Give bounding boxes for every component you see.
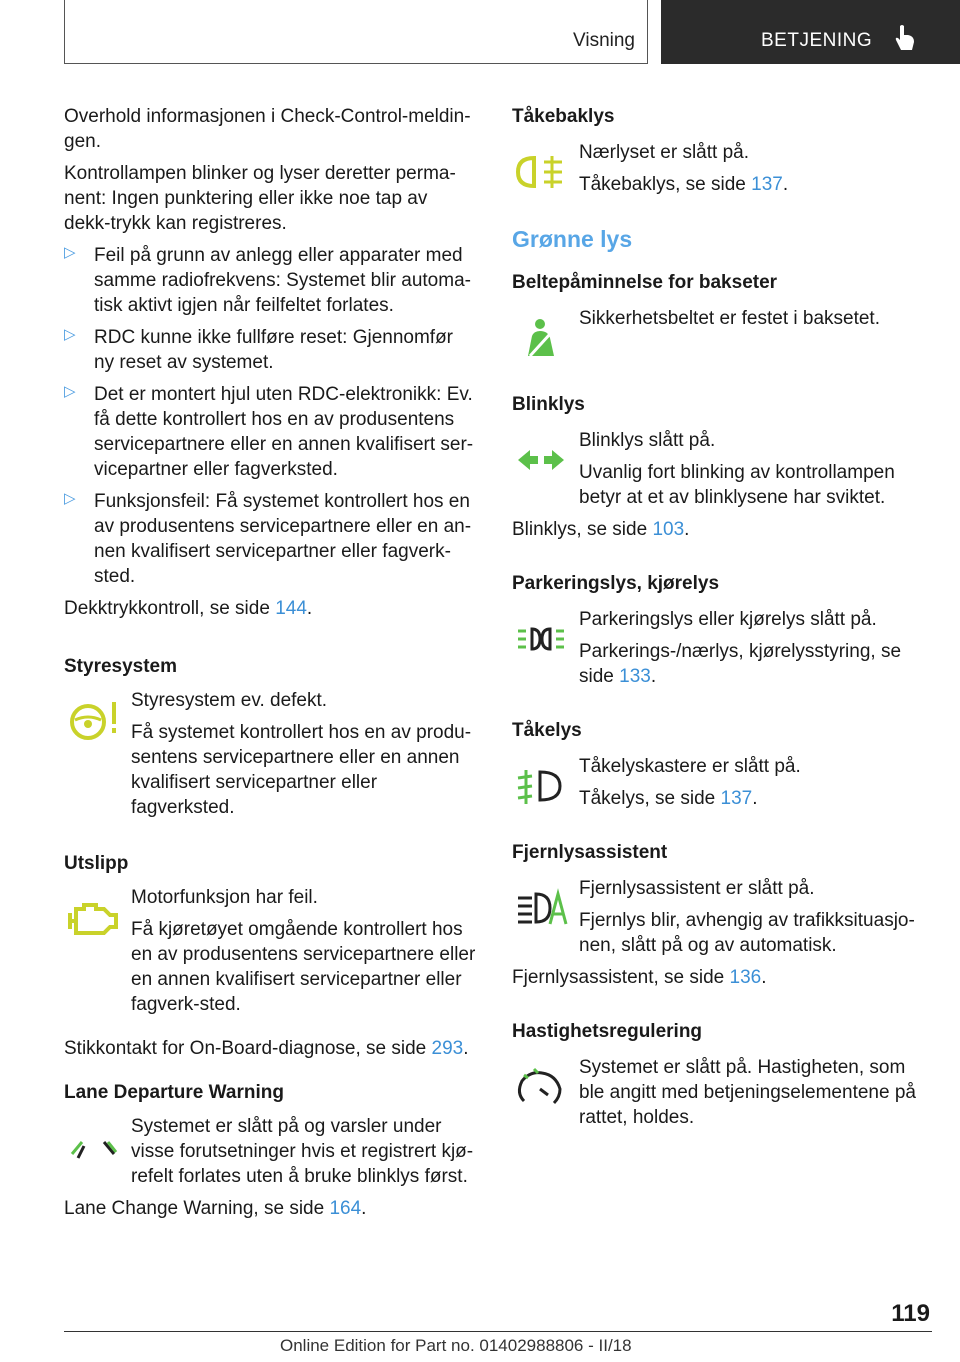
indicator-entry: Nærlyset er slått på. Tåkebaklys, se side 137. (512, 140, 932, 197)
indicator-entry: Tåkelyskastere er slått på. Tåkelys, se side 137. (512, 754, 932, 811)
header-chapter-tab[interactable] (661, 0, 960, 64)
indicator-entry: Systemet er slått på. Hastigheten, som ble angitt med betjeningselementene på rattet, holdes. (512, 1055, 932, 1130)
list-item: ▷ Det er montert hjul uten RDC-elektronikk: Ev. få dette kontrollert hos en av produsentens servicepartnere eller en annen kvalifisert ser-vicepartner eller fagverksted. (64, 383, 474, 480)
pointing-hand-icon (894, 24, 916, 57)
section-heading: Blinklys (512, 394, 585, 415)
cruise-control-icon (514, 1065, 568, 1109)
page-link[interactable]: 144 (275, 598, 307, 619)
section-heading: Fjernlysassistent (512, 842, 668, 863)
bullet-triangle-icon: ▷ (64, 244, 76, 261)
section-heading: Parkeringslys, kjørelys (512, 573, 720, 594)
indicator-entry: Blinklys slått på. Uvanlig fort blinking av kontrollampen betyr at et av blinklysene har sviktet. (512, 428, 932, 510)
steering-wheel-warning-icon (66, 698, 120, 742)
page-link[interactable]: 137 (751, 174, 783, 195)
page-number: 119 (891, 1300, 930, 1327)
section-heading: Tåkelys (512, 720, 582, 741)
section-title: Grønne lys (512, 226, 633, 252)
section-heading: Styresystem (64, 656, 178, 677)
seatbelt-icon (514, 316, 568, 360)
page-link[interactable]: 136 (729, 967, 762, 988)
cross-reference: Tåkelys, se side 137. (579, 788, 758, 809)
indicator-entry: Motorfunksjon har feil. Få kjøretøyet omgående kontrollert hos en av produsentens servicepartnere eller en annen kvalifisert servicepartner eller fagverk-sted. (64, 885, 478, 1017)
lane-departure-icon (66, 1124, 120, 1168)
cross-reference: Dekktrykkontroll, se side 144. (64, 598, 313, 619)
section-heading: Hastighetsregulering (512, 1021, 703, 1042)
header-chapter-label: BETJENING (761, 30, 873, 51)
cross-reference: Tåkebaklys, se side 137. (579, 174, 789, 195)
turn-signal-icon (514, 438, 568, 482)
section-heading: Utslipp (64, 853, 129, 874)
bullet-triangle-icon: ▷ (64, 326, 76, 343)
indicator-entry: Sikkerhetsbeltet er festet i baksetet. (512, 306, 932, 378)
front-fog-light-icon (514, 764, 568, 808)
header-left-box (64, 0, 648, 64)
indicator-entry: Systemet er slått på og varsler under visse forutsetninger hvis et registrert kjø-refelt forlates uten å bruke blinklys først. (64, 1114, 478, 1189)
cross-reference: Stikkontakt for On-Board-diagnose, se side 293. (64, 1038, 469, 1059)
cross-reference: Lane Change Warning, se side 164. (64, 1198, 367, 1219)
right-column (512, 104, 932, 1137)
page-link[interactable]: 133 (619, 666, 651, 687)
high-beam-assistant-icon (514, 886, 568, 930)
rear-fog-light-icon (514, 150, 568, 194)
list-item: ▷ Funksjonsfeil: Få systemet kontrollert hos en av produsentens servicepartnere eller en an-nen kvalifisert servicepartner eller fagverk-sted. (64, 490, 472, 587)
engine-warning-icon (66, 895, 120, 939)
edition-note: Online Edition for Part no. 01402988806 - II/18 (280, 1336, 632, 1355)
left-column (64, 104, 478, 1228)
cross-reference: Blinklys, se side 103. (512, 519, 690, 540)
section-heading: Beltepåminnelse for bakseter (512, 272, 778, 293)
bullet-triangle-icon: ▷ (64, 490, 76, 507)
section-heading: Tåkebaklys (512, 106, 615, 127)
footer-divider (64, 1331, 932, 1332)
page-link[interactable]: 293 (431, 1038, 464, 1059)
cross-reference: Parkerings-/nærlys, kjørelysstyring, se side 133. (579, 641, 902, 687)
parking-light-icon (514, 617, 568, 661)
cross-reference: Fjernlysassistent, se side 136. (512, 967, 767, 988)
section-heading: Lane Departure Warning (64, 1082, 284, 1103)
indicator-entry: Fjernlysassistent er slått på. Fjernlys blir, avhengig av trafikksituasjo-nen, slått på og av automatisk. (512, 876, 932, 958)
header-section: Visning (573, 30, 635, 51)
list-item: ▷ RDC kunne ikke fullføre reset: Gjennomfør ny reset av systemet. (64, 326, 454, 373)
list-item: ▷ Feil på grunn av anlegg eller apparater med samme radiofrekvens: Systemet blir automa-tisk aktivt igjen når feilfeltet forlates. (64, 244, 471, 316)
page-link[interactable]: 137 (720, 788, 753, 809)
bullet-triangle-icon: ▷ (64, 383, 76, 400)
indicator-entry: Styresystem ev. defekt. Få systemet kontrollert hos en av produ-sentens servicepartnere eller en annen kvalifisert servicepartner eller fagverksted. (64, 688, 478, 820)
paragraph: Kontrollampen blinker og lyser deretter perma-nent: Ingen punktering eller ikke noe tap av dekk-trykk kan registreres. (64, 163, 456, 234)
page-link[interactable]: 164 (329, 1198, 362, 1219)
page-link[interactable]: 103 (652, 519, 685, 540)
paragraph: Overhold informasjonen i Check-Control-meldin-gen. (64, 106, 471, 152)
indicator-entry: Parkeringslys eller kjørelys slått på. Parkerings-/nærlys, kjørelysstyring, se side 133. (512, 607, 932, 689)
